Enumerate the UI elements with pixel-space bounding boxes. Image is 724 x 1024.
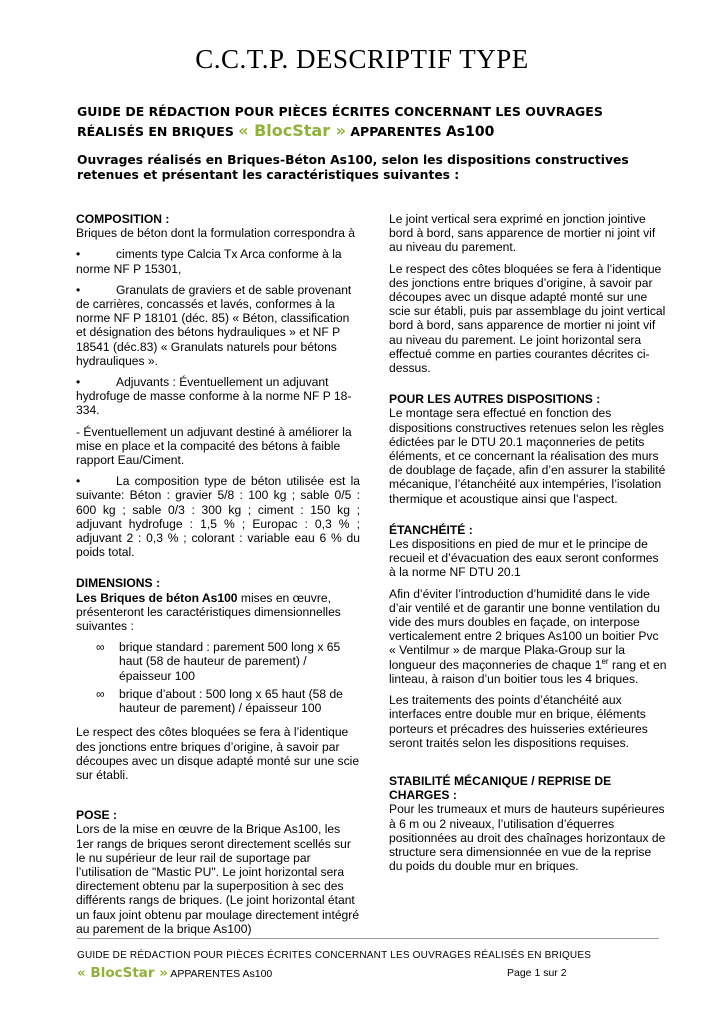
composition-bullet-1	[76, 247, 360, 275]
page-number: Page 1 sur 2	[507, 967, 567, 979]
dimensions-lead-bold: Les Briques de béton As100	[76, 590, 238, 605]
etancheite-heading: ÉTANCHÉITÉ :	[389, 522, 473, 537]
composition-bullet-3	[76, 375, 360, 418]
pose-heading: POSE :	[76, 808, 117, 823]
bullet-text-cont: de carrières, concassés et lavés, conformes à la norme NF P 18101 (déc. 85) « Béton, classification et désignation des bétons hydrauliques » et NF P 18541 (déc.83) « Granulats naturels pour bétons hydrauliques ».	[76, 297, 350, 368]
bullet-marker: •	[76, 375, 81, 390]
right-column	[389, 212, 667, 880]
pose-text: Lors de la mise en œuvre de la Brique As100, les 1er rangs de briques seront directement scellés sur le nu supérieur de leur rail de suportage par l’utilisation de "Mastic PU". Le joint horizontal sera directement obtenu par la superposition à sec des différents rangs de briques. (Le joint horizontal étant un faux joint obtenu par moulage directement intégré au parement de la brique As100)	[76, 822, 360, 936]
bullet-text: Adjuvants : Éventuellement un adjuvant	[116, 375, 329, 390]
footer-brand: « BlocStar »	[77, 965, 168, 981]
stabilite-heading: STABILITÉ MÉCANIQUE / REPRISE DE CHARGES :	[389, 773, 612, 803]
etancheite-p2-b: rang et en linteau, à raison d’un boitier tous les 4 briques.	[389, 657, 667, 686]
bullet-text-cont: norme NF P 15301,	[76, 261, 182, 276]
respect-text: Le respect des côtes bloquées se fera à l’identique des jonctions entre briques d’origine, à savoir par découpes avec un disque adapté monté sur une scie sur établi, puis par assemblage du joint vertical bord à bord, sans apparence de mortier ni joint vif au niveau du parement. Le joint horizontal sera effectué comme en parties courantes décrites ci-dessus.	[389, 261, 666, 376]
etancheite-p1: Les dispositions en pied de mur et le principe de recueil et d’évacuation des eaux seront conformes à la norme NF DTU 20.1	[389, 537, 659, 580]
bullet-marker: •	[76, 474, 81, 489]
footer-line1: GUIDE DE RÉDACTION POUR PIÈCES ÉCRITES CONCERNANT LES OUVRAGES RÉALISÉS EN BRIQUES	[77, 950, 592, 961]
bullet-text: ciments type Calcia Tx Arca conforme à la	[116, 247, 342, 262]
etancheite-p2-a: Afin d’éviter l’introduction d’humidité dans le vide d’air ventilé et de garantir une bonne ventilation du vide des murs doubles en façade, on interpose verticalement entre 2 briques As100 un boitier Pvc « Ventilmur » de marque Plaka-Group sur la longueur des maçonneries de chaque 1	[389, 586, 660, 672]
composition-adjuvant-note: - Éventuellement un adjuvant destiné à améliorer la mise en place et la compacité des bétons à faible rapport Eau/Ciment.	[76, 424, 352, 468]
dimensions-lead	[76, 591, 360, 634]
infinity-bullet-icon: ∞	[96, 640, 105, 655]
intro-text: Ouvrages réalisés en Briques-Béton As100, selon les dispositions constructives retenues et présentant les caractéristiques suivantes :	[77, 153, 629, 182]
composition-heading: COMPOSITION :	[76, 212, 170, 226]
dimension-text: brique standard : parement 500 long x 65 haut (58 de hauteur de parement) / épaisseur 100	[119, 640, 341, 683]
dimensions-lead-rest: mises en œuvre, présenteront les caractéristiques dimensionnelles suivantes :	[76, 590, 341, 634]
bullet-text-cont: suivante: Béton : gravier 5/8 : 100 kg ; sable 0/5 : 600 kg ; sable 0/3 : 300 kg ; ciment : 150 kg ; adjuvant hydrofuge : 1,5 % ; Europac : 0,3 % ; adjuvant 2 : 0,3 % ; colorant : variable eau 6 % du poids total.	[76, 488, 360, 560]
dimensions-respect: Le respect des côtes bloquées se fera à l’identique des jonctions entre briques d’origine, à savoir par découpes avec un disque adapté monté sur une scie sur établi.	[76, 725, 360, 782]
bullet-text: La composition type de béton utilisée est la	[116, 474, 360, 489]
guide-header-line2	[77, 121, 667, 142]
footer-divider	[77, 938, 659, 939]
footer-line2	[77, 965, 272, 981]
stabilite-text: Pour les trumeaux et murs de hauteurs supérieures à 6 m ou 2 niveaux, l’utilisation d’équerres positionnées au droit des chaînages horizontaux de structure sera dimensionnée en vue de la reprise du poids du double mur en briques.	[389, 802, 666, 874]
autres-dispositions-text: Le montage sera effectué en fonction des dispositions constructives retenues selon les règles édictées par le DTU 20.1 maçonneries de petits éléments, et ce concernant la réalisation des murs de doublage de façade, afin d’en assurer la stabilité mécanique, l’étanchéité aux intempéries, l’isolation thermique et acoustique ainsi que l’aspect.	[389, 406, 666, 506]
guide-header-line1: GUIDE DE RÉDACTION POUR PIÈCES ÉCRITES CONCERNANT LES OUVRAGES	[77, 104, 603, 119]
composition-text: Briques de béton dont la formulation correspondra à	[76, 226, 356, 241]
joint-vertical-text: Le joint vertical sera exprimé en jonction jointive bord à bord, sans apparence de mortier ni joint vif au niveau du parement.	[389, 212, 656, 255]
guide-header	[77, 102, 667, 142]
dimension-item-standard	[76, 640, 360, 683]
document-title: C.C.T.P. DESCRIPTIF TYPE	[195, 44, 529, 74]
etancheite-p2	[389, 587, 667, 686]
etancheite-p2-sup: er	[601, 656, 609, 666]
left-column	[76, 212, 360, 943]
composition-bullet-5	[76, 474, 360, 559]
bullet-text: Granulats de graviers et de sable provenant	[116, 282, 352, 297]
brand-name: « BlocStar »	[238, 121, 347, 140]
dimension-text: brique d’about : 500 long x 65 haut (58 de hauteur de parement) / épaisseur 100	[119, 686, 343, 716]
bullet-marker: •	[76, 247, 81, 262]
composition-bullet-2	[76, 283, 360, 368]
footer-product: APPARENTES As100	[167, 968, 273, 980]
guide-header-post: APPARENTES	[346, 124, 446, 139]
product-name: As100	[445, 124, 495, 140]
dimension-item-about	[76, 687, 360, 715]
bullet-text-cont: hydrofuge de masse conforme à la norme NF P 18-334.	[76, 389, 352, 418]
infinity-bullet-icon: ∞	[96, 686, 105, 701]
etancheite-p3: Les traitements des points d’étanchéité aux interfaces entre double mur en brique, éléments porteurs et précadres des huisseries extérieures seront traités selon les dispositions requises.	[389, 693, 648, 750]
dimensions-heading: DIMENSIONS :	[76, 576, 160, 591]
guide-header-pre: RÉALISÉS EN BRIQUES	[77, 124, 239, 139]
autres-dispositions-heading: POUR LES AUTRES DISPOSITIONS :	[389, 392, 601, 407]
bullet-marker: •	[76, 282, 81, 297]
